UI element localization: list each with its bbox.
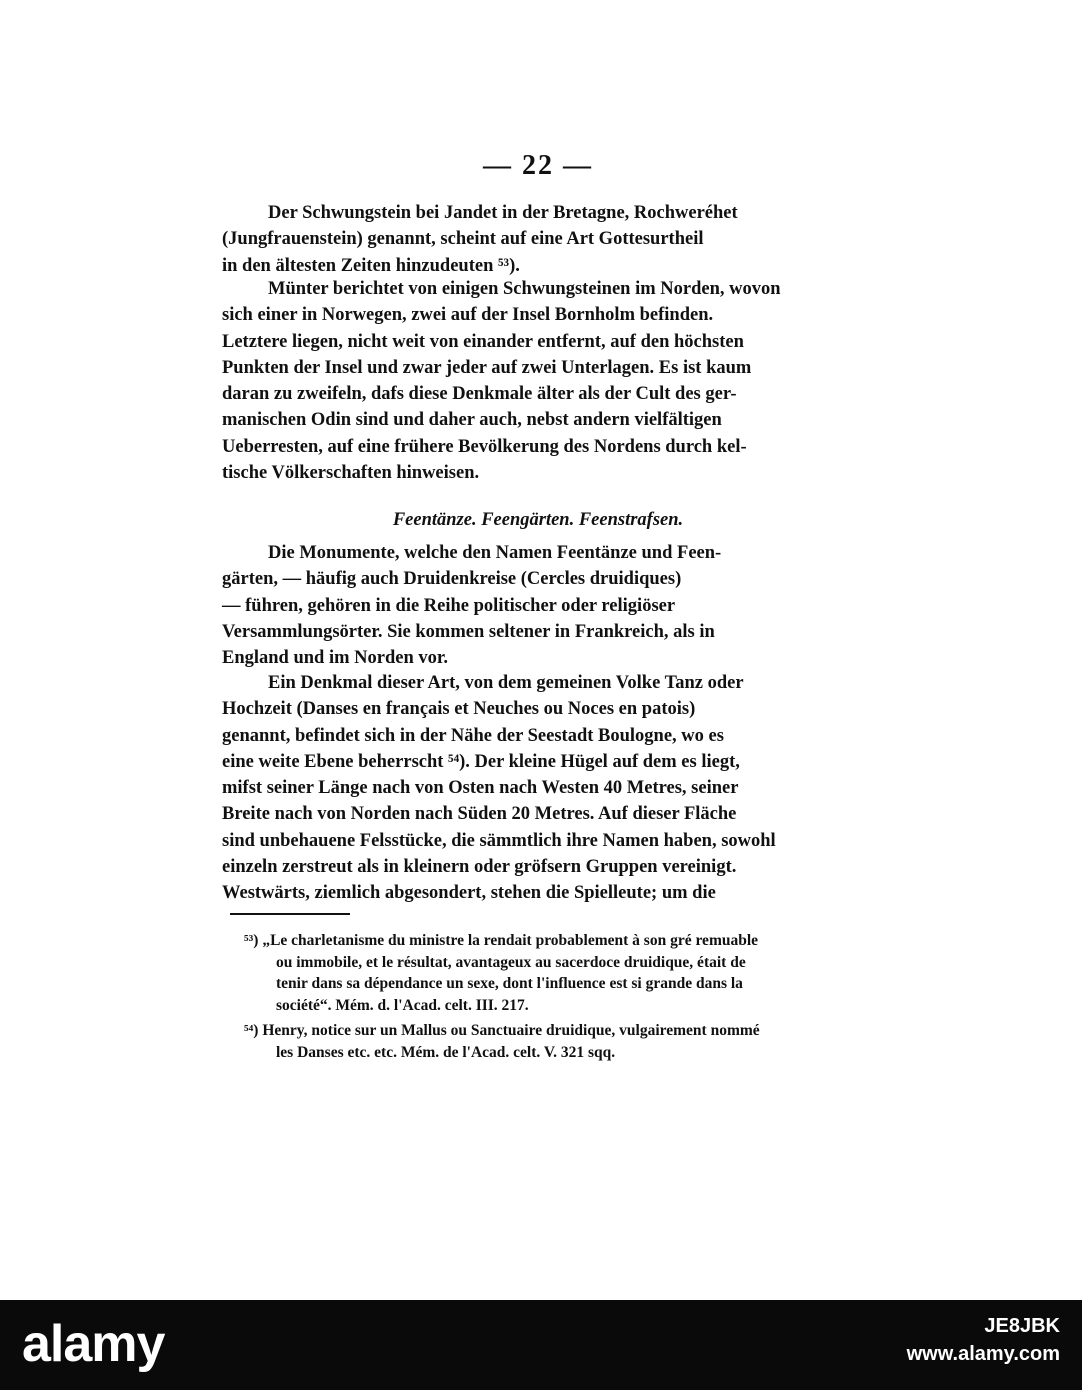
- footnote-53-line: société“. Mém. d. l'Acad. celt. III. 217.: [276, 996, 529, 1014]
- text-line: Breite nach von Norden nach Süden 20 Metres. Auf dieser Fläche: [222, 804, 737, 825]
- text-line: Hochzeit (Danses en français et Neuches ou Noces en patois): [222, 699, 696, 720]
- footnote-53-line: tenir dans sa dépendance un sexe, dont l'influence est si grande dans la: [276, 975, 743, 992]
- alamy-logo: alamy: [22, 1315, 165, 1373]
- section-heading: Feentänze. Feengärten. Feenstrafsen.: [392, 510, 684, 530]
- text-line: Letztere liegen, nicht weit von einander entfernt, auf den höchsten: [222, 331, 744, 352]
- footnote-53-line: ou immobile, et le résultat, avantageux au sacerdoce druidique, était de: [276, 953, 746, 971]
- text-line: einzeln zerstreut als in kleinern oder gröfsern Gruppen vereinigt.: [222, 857, 737, 878]
- footnote-54-line: les Danses etc. etc. Mém. de l'Acad. celt. V. 321 sqq.: [276, 1043, 616, 1061]
- text-line: eine weite Ebene beherrscht ⁵⁴). Der kleine Hügel auf dem es liegt,: [222, 751, 740, 772]
- text-line: Ueberresten, auf eine frühere Bevölkerung des Nordens durch kel-: [222, 436, 747, 457]
- footnote-53-line: ⁵³) „Le charletanisme du ministre la rendait probablement à son gré remuable: [244, 932, 759, 949]
- paragraph-schwungstein: [222, 200, 854, 279]
- text-line: manischen Odin sind und daher auch, nebst andern vielfältigen: [222, 410, 722, 431]
- paragraph-denkmal: [222, 670, 854, 907]
- text-line: Ein Denkmal dieser Art, von dem gemeinen Volke Tanz oder: [268, 673, 744, 693]
- text-line: gärten, — häufig auch Druidenkreise (Cercles druidiques): [222, 569, 682, 590]
- image-id: JE8JBK: [984, 1315, 1060, 1337]
- text-line: Westwärts, ziemlich abgesondert, stehen die Spielleute; um die: [222, 883, 716, 904]
- text-line: England und im Norden vor.: [222, 648, 449, 669]
- footnotes: [244, 930, 854, 1063]
- text-line: Der Schwungstein bei Jandet in der Bretagne, Rochweréhet: [268, 203, 738, 223]
- text-line: mifst seiner Länge nach von Osten nach Westen 40 Metres, seiner: [222, 778, 739, 799]
- text-line: Münter berichtet von einigen Schwungsteinen im Norden, wovon: [268, 279, 781, 299]
- footnote-54-line: ⁵⁴) Henry, notice sur un Mallus ou Sanctuaire druidique, vulgairement nommé: [244, 1022, 760, 1039]
- text-line: (Jungfrauenstein) genannt, scheint auf eine Art Gottesurtheil: [222, 229, 704, 250]
- paragraph-muenter: [222, 276, 854, 486]
- text-line: in den ältesten Zeiten hinzudeuten ⁵³).: [222, 255, 520, 276]
- text-line: daran zu zweifeln, dafs diese Denkmale älter als der Cult des ger-: [222, 384, 737, 405]
- image-reference: [907, 1312, 1060, 1368]
- text-line: sind unbehauene Felsstücke, die sämmtlich ihre Namen haben, sowohl: [222, 830, 776, 851]
- text-line: Versammlungsörter. Sie kommen seltener in Frankreich, als in: [222, 621, 715, 642]
- text-line: Die Monumente, welche den Namen Feentänze und Feen-: [268, 543, 722, 563]
- watermark-url: www.alamy.com: [906, 1343, 1060, 1365]
- text-line: tische Völkerschaften hinweisen.: [222, 463, 480, 484]
- paragraph-monumente: [222, 540, 854, 671]
- text-line: genannt, befindet sich in der Nähe der Seestadt Boulogne, wo es: [222, 725, 724, 746]
- footnote-divider: [230, 913, 350, 915]
- text-line: Punkten der Insel und zwar jeder auf zwei Unterlagen. Es ist kaum: [222, 357, 752, 378]
- watermark-bar: [0, 1300, 1082, 1390]
- text-line: — führen, gehören in die Reihe politischer oder religiöser: [222, 595, 676, 616]
- text-line: sich einer in Norwegen, zwei auf der Insel Bornholm befinden.: [222, 305, 714, 326]
- page-number: — 22 —: [483, 150, 593, 181]
